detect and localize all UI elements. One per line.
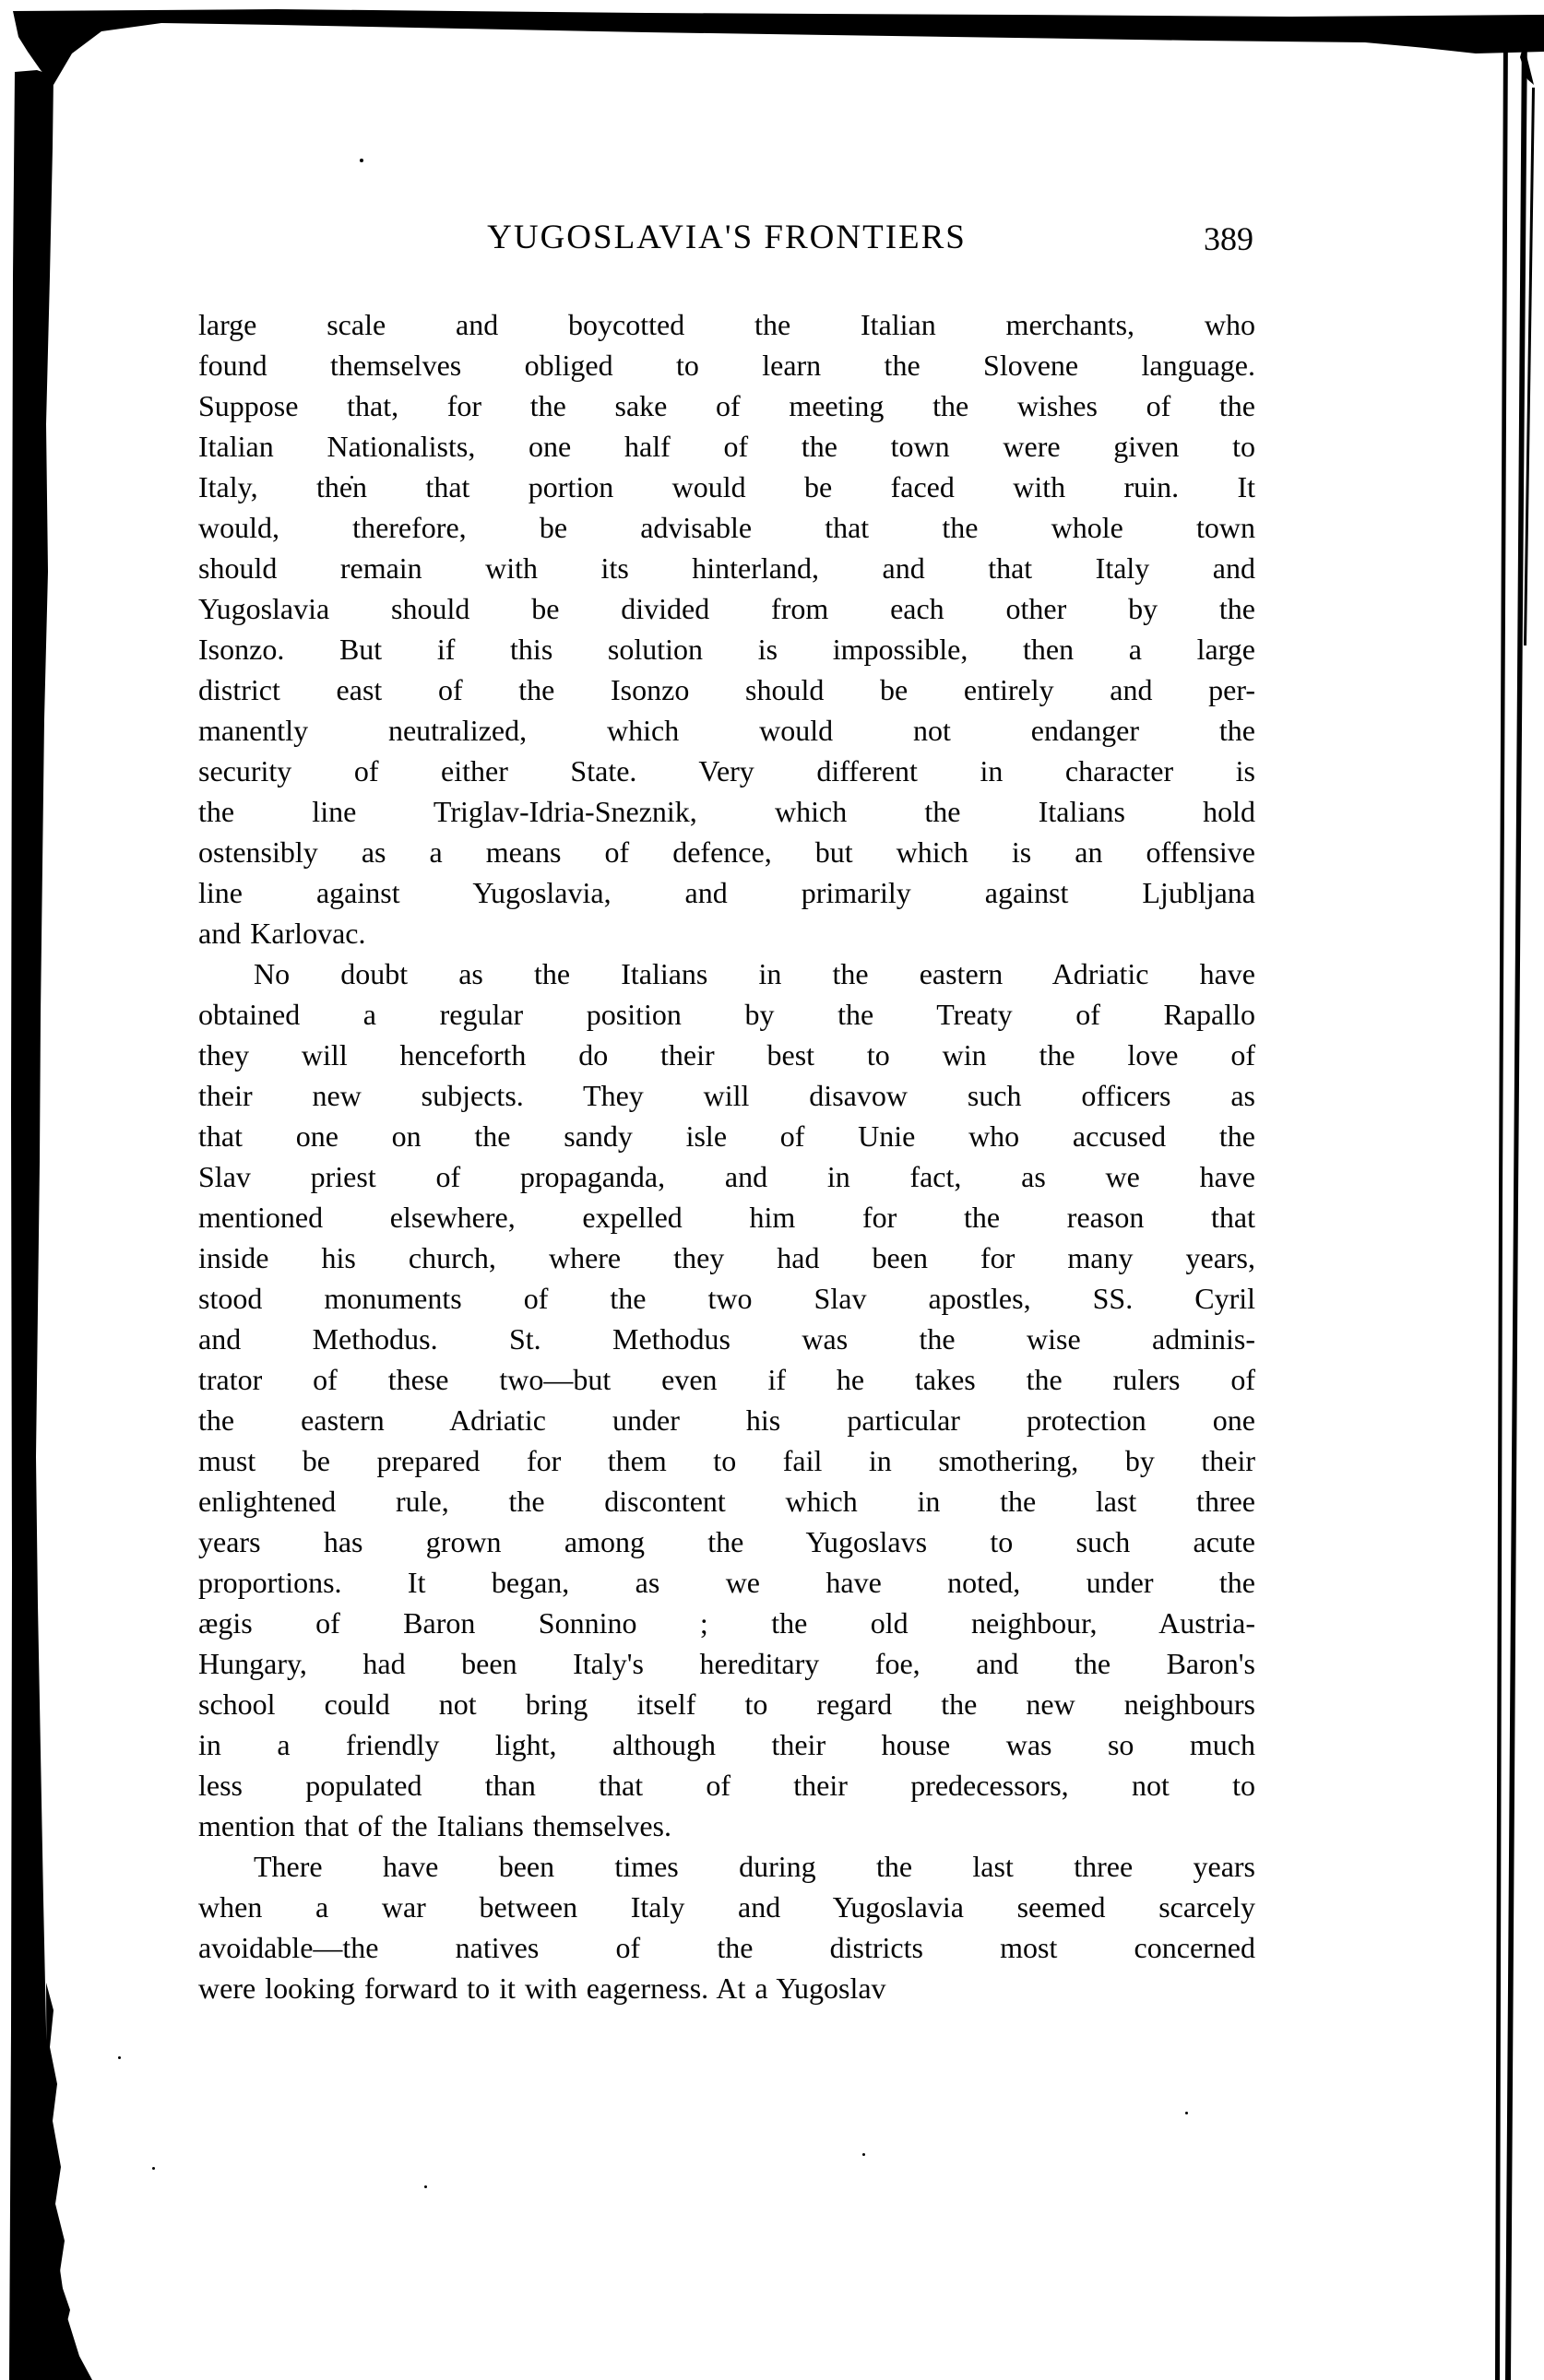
paragraph [198,1846,1255,2008]
text-line: Yugoslavia should be divided from each other by the [198,592,1255,625]
text-line: obtained a regular position by the Treaty of Rapallo [198,998,1255,1031]
text-line: trator of these two—but even if he takes the rulers of [198,1363,1255,1396]
text-line: large scale and boycotted the Italian merchants, who [198,308,1255,341]
paragraph [198,304,1255,953]
scan-speck [424,2185,427,2188]
text-line: and Methodus. St. Methodus was the wise adminis- [198,1322,1255,1356]
text-line: district east of the Isonzo should be entirely and per- [198,673,1255,706]
text-line: found themselves obliged to learn the Slovene language. [198,349,1255,382]
text-line: the line Triglav-Idria-Sneznik, which the Italians hold [198,795,1255,828]
text-line: Isonzo. But if this solution is impossible, then a large [198,633,1255,666]
text-line: their new subjects. They will disavow such officers as [198,1079,1255,1112]
text-line: avoidable—the natives of the districts most concerned [198,1931,1255,1964]
left-edge-fringe [46,1983,77,2380]
text-line: Slav priest of propaganda, and in fact, as we have [198,1160,1255,1193]
page-number: 389 [1204,220,1253,257]
text-line: ægis of Baron Sonnino ; the old neighbour, Austria- [198,1606,1255,1640]
right-page-edge-line-1 [1495,28,1508,2380]
text-line: must be prepared for them to fail in smothering, by their [198,1444,1255,1477]
text-line: in a friendly light, although their house was so much [198,1728,1255,1761]
text-line: security of either State. Very different in character is [198,754,1255,787]
text-line: inside his church, where they had been for many years, [198,1241,1255,1274]
scan-speck [360,159,363,162]
right-page-edge-line-2 [1505,26,1527,2380]
text-line: should remain with its hinterland, and that Italy and [198,551,1255,585]
scan-speck [152,2167,155,2170]
text-line: stood monuments of the two Slav apostles, SS. Cyril [198,1282,1255,1315]
text-line: Hungary, had been Italy's hereditary foe, and the Baron's [198,1647,1255,1680]
scan-speck [1185,2112,1188,2114]
scan-speck [862,2153,865,2156]
text-line: No doubt as the Italians in the eastern Adriatic have [254,957,1255,990]
text-line: enlightened rule, the discontent which in the last three [198,1485,1255,1518]
text-line: when a war between Italy and Yugoslavia seemed scarcely [198,1890,1255,1924]
text-line: There have been times during the last three years [254,1850,1255,1883]
text-line: and Karlovac. [198,917,366,950]
text-line: Italian Nationalists, one half of the town were given to [198,430,1255,463]
text-line: manently neutralized, which would not endanger the [198,714,1255,747]
text-line: they will henceforth do their best to win the love of [198,1038,1255,1072]
page-header [198,219,1255,260]
text-line: school could not bring itself to regard the new neighbours [198,1687,1255,1721]
text-line: years has grown among the Yugoslavs to such acute [198,1525,1255,1558]
text-block [198,219,1255,2008]
paragraph [198,953,1255,1846]
page-title: YUGOSLAVIA'S FRONTIERS [487,219,967,256]
top-edge-artifact [13,9,1544,85]
text-line: Suppose that, for the sake of meeting the wishes of the [198,389,1255,422]
text-line: proportions. It began, as we have noted, under the [198,1566,1255,1599]
text-line: would, therefore, be advisable that the whole town [198,511,1255,544]
text-line: line against Yugoslavia, and primarily against Ljubljana [198,876,1255,909]
text-line: ostensibly as a means of defence, but which is an offensive [198,835,1255,869]
scan-speck [118,2056,121,2059]
text-line: were looking forward to it with eagerness. At a Yugoslav [198,1971,886,2005]
body-text [198,304,1255,2008]
text-line: that one on the sandy isle of Unie who accused the [198,1119,1255,1153]
text-line: mentioned elsewhere, expelled him for the reason that [198,1201,1255,1234]
text-line: the eastern Adriatic under his particular protection one [198,1403,1255,1437]
text-line: Italy, then that portion would be faced with ruin. It [198,470,1255,503]
text-line: mention that of the Italians themselves. [198,1809,671,1842]
text-line: less populated than that of their predecessors, not to [198,1769,1255,1802]
